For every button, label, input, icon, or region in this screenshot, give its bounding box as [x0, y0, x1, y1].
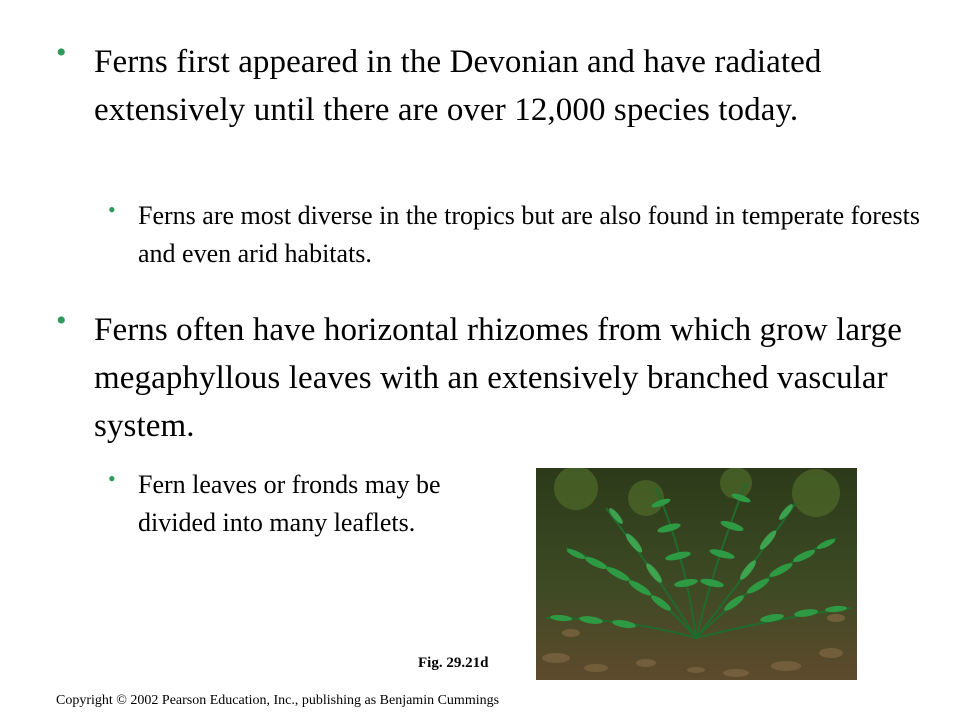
- bullet-text: Ferns are most diverse in the tropics but are also found in temperate forests and even arid habitats.: [138, 201, 920, 268]
- copyright-notice: Copyright © 2002 Pearson Education, Inc., publishing as Benjamin Cummings: [56, 693, 500, 708]
- bullet-dot: •: [108, 197, 116, 222]
- bullet-text: Fern leaves or fronds may be divided into many leaflets.: [138, 470, 441, 537]
- bullet-text: Ferns often have horizontal rhizomes from which grow large megaphyllous leaves with an extensively branched vascular system.: [94, 312, 902, 444]
- bullet-dot: •: [108, 466, 116, 491]
- fern-photo: [536, 468, 857, 680]
- figure-caption: Fig. 29.21d: [418, 655, 489, 671]
- bullet-text: Ferns first appeared in the Devonian and have radiated extensively until there are over 12,000 species today.: [94, 44, 822, 128]
- fern-illustration: [536, 468, 857, 680]
- bullet-dot: •: [56, 304, 67, 337]
- bullet-dot: •: [56, 36, 67, 69]
